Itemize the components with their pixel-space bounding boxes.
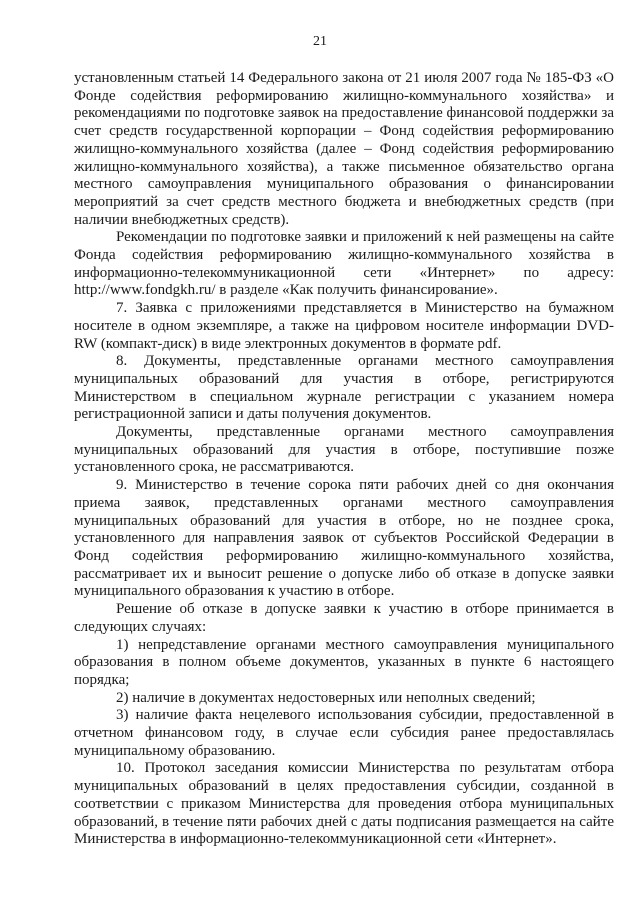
paragraph-continuation: установленным статьей 14 Федерального закона от 21 июля 2007 года № 185-ФЗ «О Фонде содействия реформированию жилищно-коммунального хозяйства» и рекомендациями по подготовке заявок на предоставление финансовой поддержки за счет средств государственной корпорации – Фонд содействия реформированию жилищно-коммунального хозяйства (далее – Фонд содействия реформированию жилищно-коммунального хозяйства), а также письменное обязательство органа местного самоуправления муниципального образования о финансировании мероприятий за счет средств местного бюджета и внебюджетных средств (при наличии внебюджетных средств). <box>74 70 614 228</box>
paragraph-item-7: 7. Заявка с приложениями представляется в Министерство на бумажном носителе в одном экземпляре, а также на цифровом носителе информации DVD-RW (компакт-диск) в виде электронных документов в формате pdf. <box>74 300 614 352</box>
list-item-2: 2) наличие в документах недостоверных или неполных сведений; <box>116 689 536 706</box>
list-item-3: 3) наличие факта нецелевого использования субсидии, предоставленной в отчетном финансовом году, в случае если субсидия ранее предоставлялась муниципальному образованию. <box>74 707 614 759</box>
paragraph-rejection-intro: Решение об отказе в допуске заявки к участию в отборе принимается в следующих случаях: <box>74 601 614 635</box>
document-body <box>74 70 614 849</box>
list-item-1: 1) непредставление органами местного самоуправления муниципального образования в полном объеме документов, указанных в пункте 6 настоящего порядка; <box>74 636 614 688</box>
paragraph-item-9: 9. Министерство в течение сорока пяти рабочих дней со дня окончания приема заявок, представленных органами местного самоуправления муниципальных образований для участия в отборе, но не позднее срока, установленного для направления заявок от субъектов Российской Федерации в Фонд содействия реформированию жилищно-коммунального хозяйства, рассматривает их и выносит решение о допуске либо об отказе в допуске заявки муниципального образования к участию в отборе. <box>74 477 614 600</box>
paragraph-recommendations: Рекомендации по подготовке заявки и приложений к ней размещены на сайте Фонда содействия реформированию жилищно-коммунального хозяйства в информационно-телекоммуникационной сети «Интернет» по адресу: http://www.fondgkh.ru/ в разделе «Как получить финансирование». <box>74 229 614 299</box>
paragraph-late-documents: Документы, представленные органами местного самоуправления муниципальных образований для участия в отборе, поступившие позже установленного срока, не рассматриваются. <box>74 424 614 476</box>
page-number: 21 <box>313 34 327 49</box>
paragraph-item-8: 8. Документы, представленные органами местного самоуправления муниципальных образований для участия в отборе, регистрируются Министерством в специальном журнале регистрации с указанием номера регистрационной записи и даты получения документов. <box>74 353 614 423</box>
paragraph-item-10: 10. Протокол заседания комиссии Министерства по результатам отбора муниципальных образований в целях предоставления субсидии, созданной в соответствии с приказом Министерства для проведения отбора муниципальных образований, в течение пяти рабочих дней с даты подписания размещается на сайте Министерства в информационно-телекоммуникационной сети «Интернет». <box>74 760 614 848</box>
